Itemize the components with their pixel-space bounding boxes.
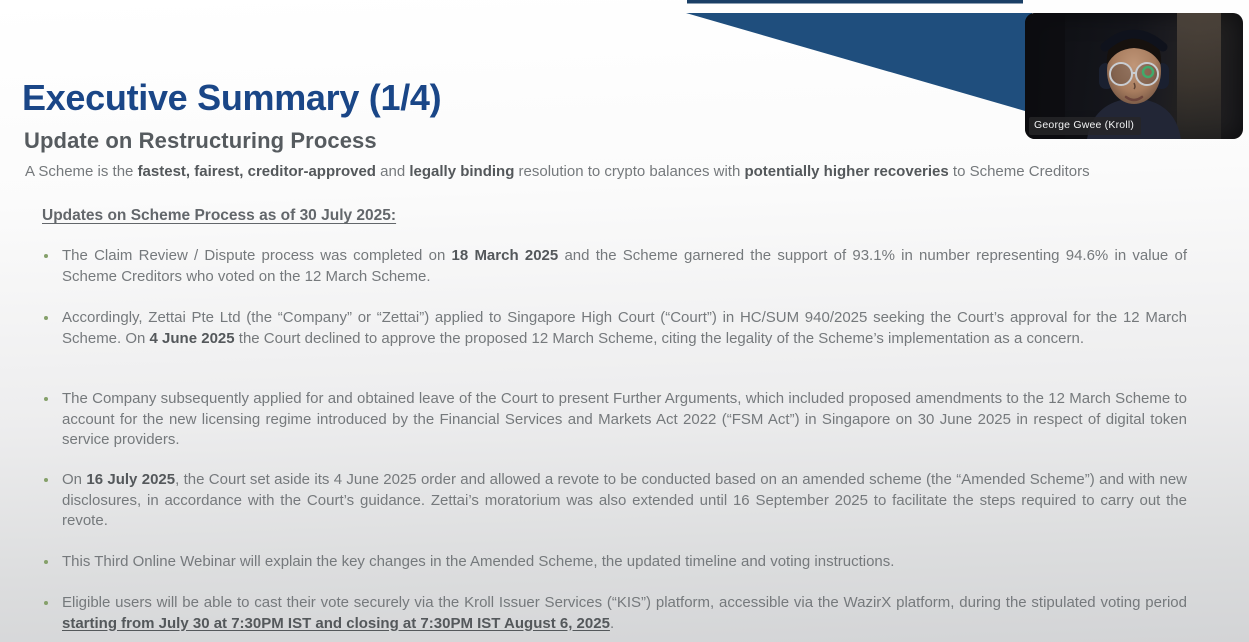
bullet-item: [44, 552, 1187, 573]
top-strip-shape: [687, 0, 1023, 4]
participant-name-label: George Gwee (Kroll): [1029, 117, 1141, 135]
bullet-item: [44, 593, 1187, 634]
bullet-text: This Third Online Webinar will explain the key changes in the Amended Scheme, the updated timeline and voting instructions.: [62, 553, 895, 570]
bullet-dot-icon: [44, 397, 48, 401]
bullet-dot-icon: [44, 601, 48, 605]
bullet-text: On 16 July 2025, the Court set aside its 4 June 2025 order and allowed a revote to be conducted based on an amended scheme (the “Amended Scheme”) and with new disclosures, in accordance with the Court’s guidance. Zettai’s moratorium was also extended until 16 September 2025 to facilitate the steps required to carry out the revote.: [62, 471, 1187, 529]
page-title: Executive Summary (1/4): [22, 77, 442, 118]
page-subtitle: Update on Restructuring Process: [24, 128, 377, 153]
bullet-dot-icon: [44, 254, 48, 258]
diagonal-banner-shape: [686, 13, 1032, 113]
bullet-dot-icon: [44, 560, 48, 564]
bullet-text: Accordingly, Zettai Pte Ltd (the “Company” or “Zettai”) applied to Singapore High Court (“Court”) in HC/SUM 940/2025 seeking the Court’s approval for the 12 March Scheme. On 4 June 2025 the Court declined to approve the proposed 12 March Scheme, citing the legality of the Scheme’s implementation as a concern.: [62, 309, 1187, 347]
bullet-text: The Company subsequently applied for and obtained leave of the Court to present Further Arguments, which included proposed amendments to the 12 March Scheme to account for the new licensing regime introduced by the Financial Services and Markets Act 2022 (“FSM Act”) in Singapore on 30 June 2025 in respect of digital token service providers.: [62, 390, 1187, 448]
intro-text: A Scheme is the fastest, fairest, creditor-approved and legally binding resolution to crypto balances with potentially higher recoveries to Scheme Creditors: [25, 163, 1090, 180]
bullet-item: [44, 308, 1187, 349]
webcam-video-tile[interactable]: [1025, 13, 1243, 139]
bullet-item: [44, 470, 1187, 532]
bullet-dot-icon: [44, 316, 48, 320]
section-heading: Updates on Scheme Process as of 30 July 2025:: [42, 207, 397, 224]
background-door: [1177, 13, 1221, 139]
glasses-left-lens: [1110, 63, 1132, 85]
bullet-text: Eligible users will be able to cast their vote securely via the Kroll Issuer Services (“KIS”) platform, accessible via the WazirX platform, during the stipulated voting period starting from July 30 at 7:30PM IST and closing at 7:30PM IST August 6, 2025.: [62, 594, 1187, 632]
bullet-item: [44, 389, 1187, 451]
bullet-text: The Claim Review / Dispute process was completed on 18 March 2025 and the Scheme garnered the support of 93.1% in number representing 94.6% in value of Scheme Creditors who voted on the 12 March Scheme.: [62, 247, 1187, 285]
bullet-item: [44, 246, 1187, 287]
bullet-dot-icon: [44, 478, 48, 482]
